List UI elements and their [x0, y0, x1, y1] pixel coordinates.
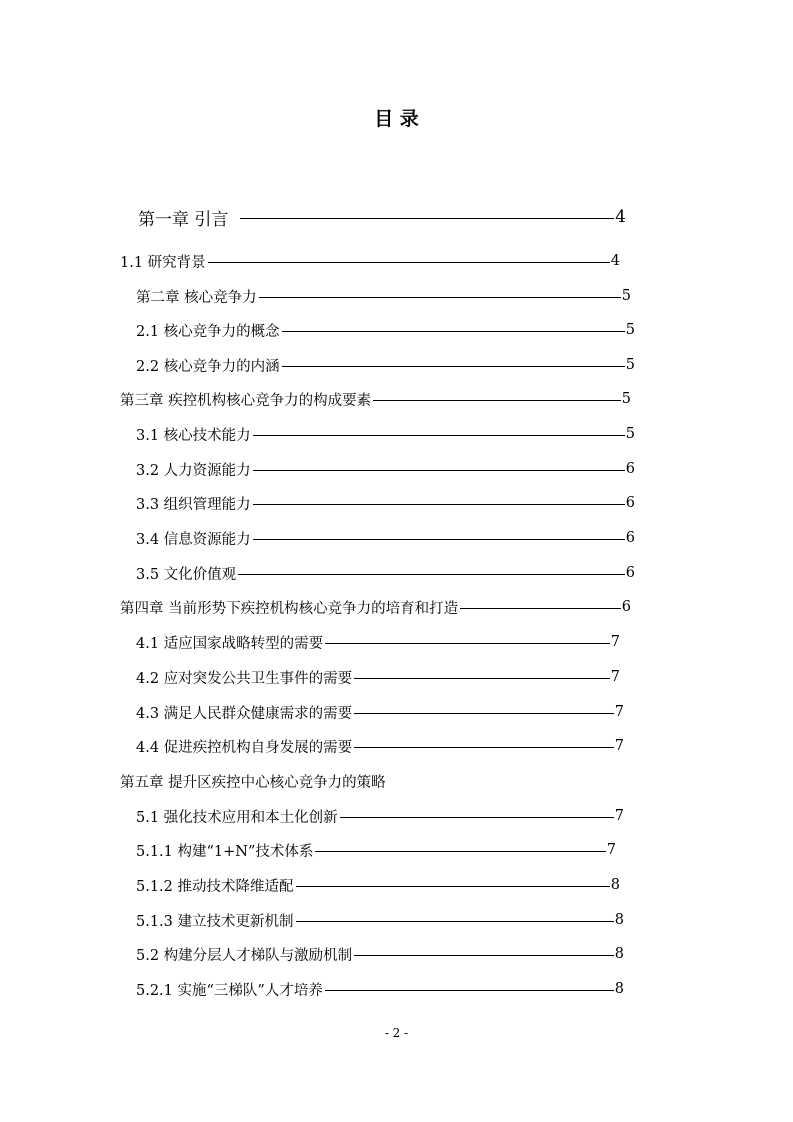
- toc-entry-3-4[interactable]: [136, 527, 635, 549]
- toc-leader: [253, 539, 625, 540]
- toc-page-number: 6: [625, 461, 635, 477]
- toc-entry-label: 第四章 当前形势下疾控机构核心竞争力的培育和打造: [120, 600, 459, 617]
- toc-entry-3-2[interactable]: [136, 458, 635, 480]
- toc-entry-label: 5.1.2 推动技术降维适配: [136, 878, 294, 895]
- toc-leader: [296, 886, 610, 887]
- toc-entry-label: 5.1.3 建立技术更新机制: [136, 913, 294, 930]
- toc-entry-label: 5.1.1 构建“1+N”技术体系: [136, 843, 314, 860]
- toc-entry-label: 3.3 组织管理能力: [136, 496, 251, 513]
- toc-entry-3-1[interactable]: [136, 423, 635, 445]
- toc-leader: [354, 678, 610, 679]
- toc-entry-chapter-2[interactable]: [136, 285, 631, 307]
- toc-leader: [253, 504, 625, 505]
- page-number-footer: - 2 -: [384, 1026, 409, 1040]
- toc-leader: [282, 331, 625, 332]
- toc-page-number: 4: [610, 253, 620, 269]
- toc-page-number: 6: [621, 599, 631, 615]
- toc-leader: [354, 713, 614, 714]
- toc-leader: [315, 851, 605, 852]
- toc-leader: [325, 990, 614, 991]
- toc-page-number: 6: [625, 565, 635, 581]
- toc-leader: [253, 435, 625, 436]
- toc-page-number: 5: [625, 426, 635, 442]
- toc-entry-5-1[interactable]: [136, 805, 624, 827]
- toc-entry-label: 第二章 核心竞争力: [136, 289, 257, 306]
- toc-entry-chapter-3[interactable]: [120, 388, 631, 410]
- toc-entry-label: 4.2 应对突发公共卫生事件的需要: [136, 670, 353, 687]
- toc-entry-4-3[interactable]: [136, 701, 624, 723]
- toc-entry-label: 3.1 核心技术能力: [136, 427, 251, 444]
- toc-leader: [238, 574, 625, 575]
- toc-page-number: 7: [614, 738, 624, 754]
- toc-entry-5-1-1[interactable]: [136, 839, 616, 861]
- toc-entry-4-2[interactable]: [136, 666, 620, 688]
- toc-entry-5-1-3[interactable]: [136, 909, 624, 931]
- toc-page-number: 7: [610, 634, 620, 650]
- toc-entry-label: 1.1 研究背景: [120, 254, 206, 271]
- toc-page-number: 5: [625, 357, 635, 373]
- toc-leader: [354, 747, 614, 748]
- toc-entry-label: 第三章 疾控机构核心竞争力的构成要素: [120, 392, 372, 409]
- toc-entry-label: 5.2 构建分层人才梯队与激励机制: [136, 947, 353, 964]
- toc-entry-chapter-5[interactable]: [120, 770, 386, 792]
- toc-entry-chapter-4[interactable]: [120, 596, 631, 618]
- toc-entry-label: 3.4 信息资源能力: [136, 531, 251, 548]
- toc-entry-label: 第一章 引言: [138, 209, 229, 230]
- toc-entry-4-1[interactable]: [136, 631, 620, 653]
- toc-entry-2-1[interactable]: [136, 319, 635, 341]
- toc-page-number: 8: [614, 912, 624, 928]
- toc-page-number: 6: [625, 495, 635, 511]
- toc-entry-4-4[interactable]: [136, 735, 624, 757]
- toc-leader: [340, 817, 614, 818]
- toc-entry-label: 4.1 适应国家战略转型的需要: [136, 635, 324, 652]
- toc-entry-5-1-2[interactable]: [136, 874, 620, 896]
- toc-entry-label: 3.5 文化价值观: [136, 566, 237, 583]
- toc-entry-5-2-1[interactable]: [136, 978, 624, 1000]
- toc-leader: [325, 643, 610, 644]
- toc-leader: [282, 366, 625, 367]
- toc-leader: [208, 262, 610, 263]
- toc-leader: [354, 955, 614, 956]
- toc-leader: [240, 218, 614, 219]
- toc-entry-5-2[interactable]: [136, 943, 624, 965]
- toc-page-number: 5: [621, 288, 631, 304]
- toc-page-number: 8: [614, 946, 624, 962]
- toc-entry-label: 5.2.1 实施“三梯队”人才培养: [136, 982, 323, 999]
- page-title: 目 录: [374, 108, 419, 130]
- toc-page-number: 7: [610, 669, 620, 685]
- toc-page-number: 5: [621, 391, 631, 407]
- toc-page-number: 7: [614, 808, 624, 824]
- toc-page-number: 5: [625, 322, 635, 338]
- toc-leader: [253, 470, 625, 471]
- toc-page-number: 8: [610, 877, 620, 893]
- toc-page-number: 7: [614, 704, 624, 720]
- toc-entry-label: 2.1 核心竞争力的概念: [136, 323, 280, 340]
- toc-entry-label: 2.2 核心竞争力的内涵: [136, 358, 280, 375]
- toc-entry-label: 第五章 提升区疾控中心核心竞争力的策略: [120, 774, 386, 791]
- toc-entry-label: 5.1 强化技术应用和本土化创新: [136, 809, 338, 826]
- toc-entry-1-1[interactable]: [120, 250, 620, 272]
- toc-entry-label: 4.4 促进疾控机构自身发展的需要: [136, 739, 353, 756]
- toc-page-number: 7: [606, 842, 616, 858]
- toc-leader: [259, 297, 621, 298]
- toc-leader: [460, 608, 621, 609]
- toc-entry-chapter-1[interactable]: [138, 206, 626, 228]
- toc-entry-label: 3.2 人力资源能力: [136, 462, 251, 479]
- toc-entry-3-3[interactable]: [136, 492, 635, 514]
- toc-leader: [296, 921, 614, 922]
- toc-entry-label: 4.3 满足人民群众健康需求的需要: [136, 705, 353, 722]
- toc-page-number: 6: [625, 530, 635, 546]
- toc-entry-3-5[interactable]: [136, 562, 635, 584]
- toc-entry-2-2[interactable]: [136, 354, 635, 376]
- toc-leader: [373, 400, 621, 401]
- toc-page-number: 4: [615, 207, 626, 227]
- toc-page-number: 8: [614, 981, 624, 997]
